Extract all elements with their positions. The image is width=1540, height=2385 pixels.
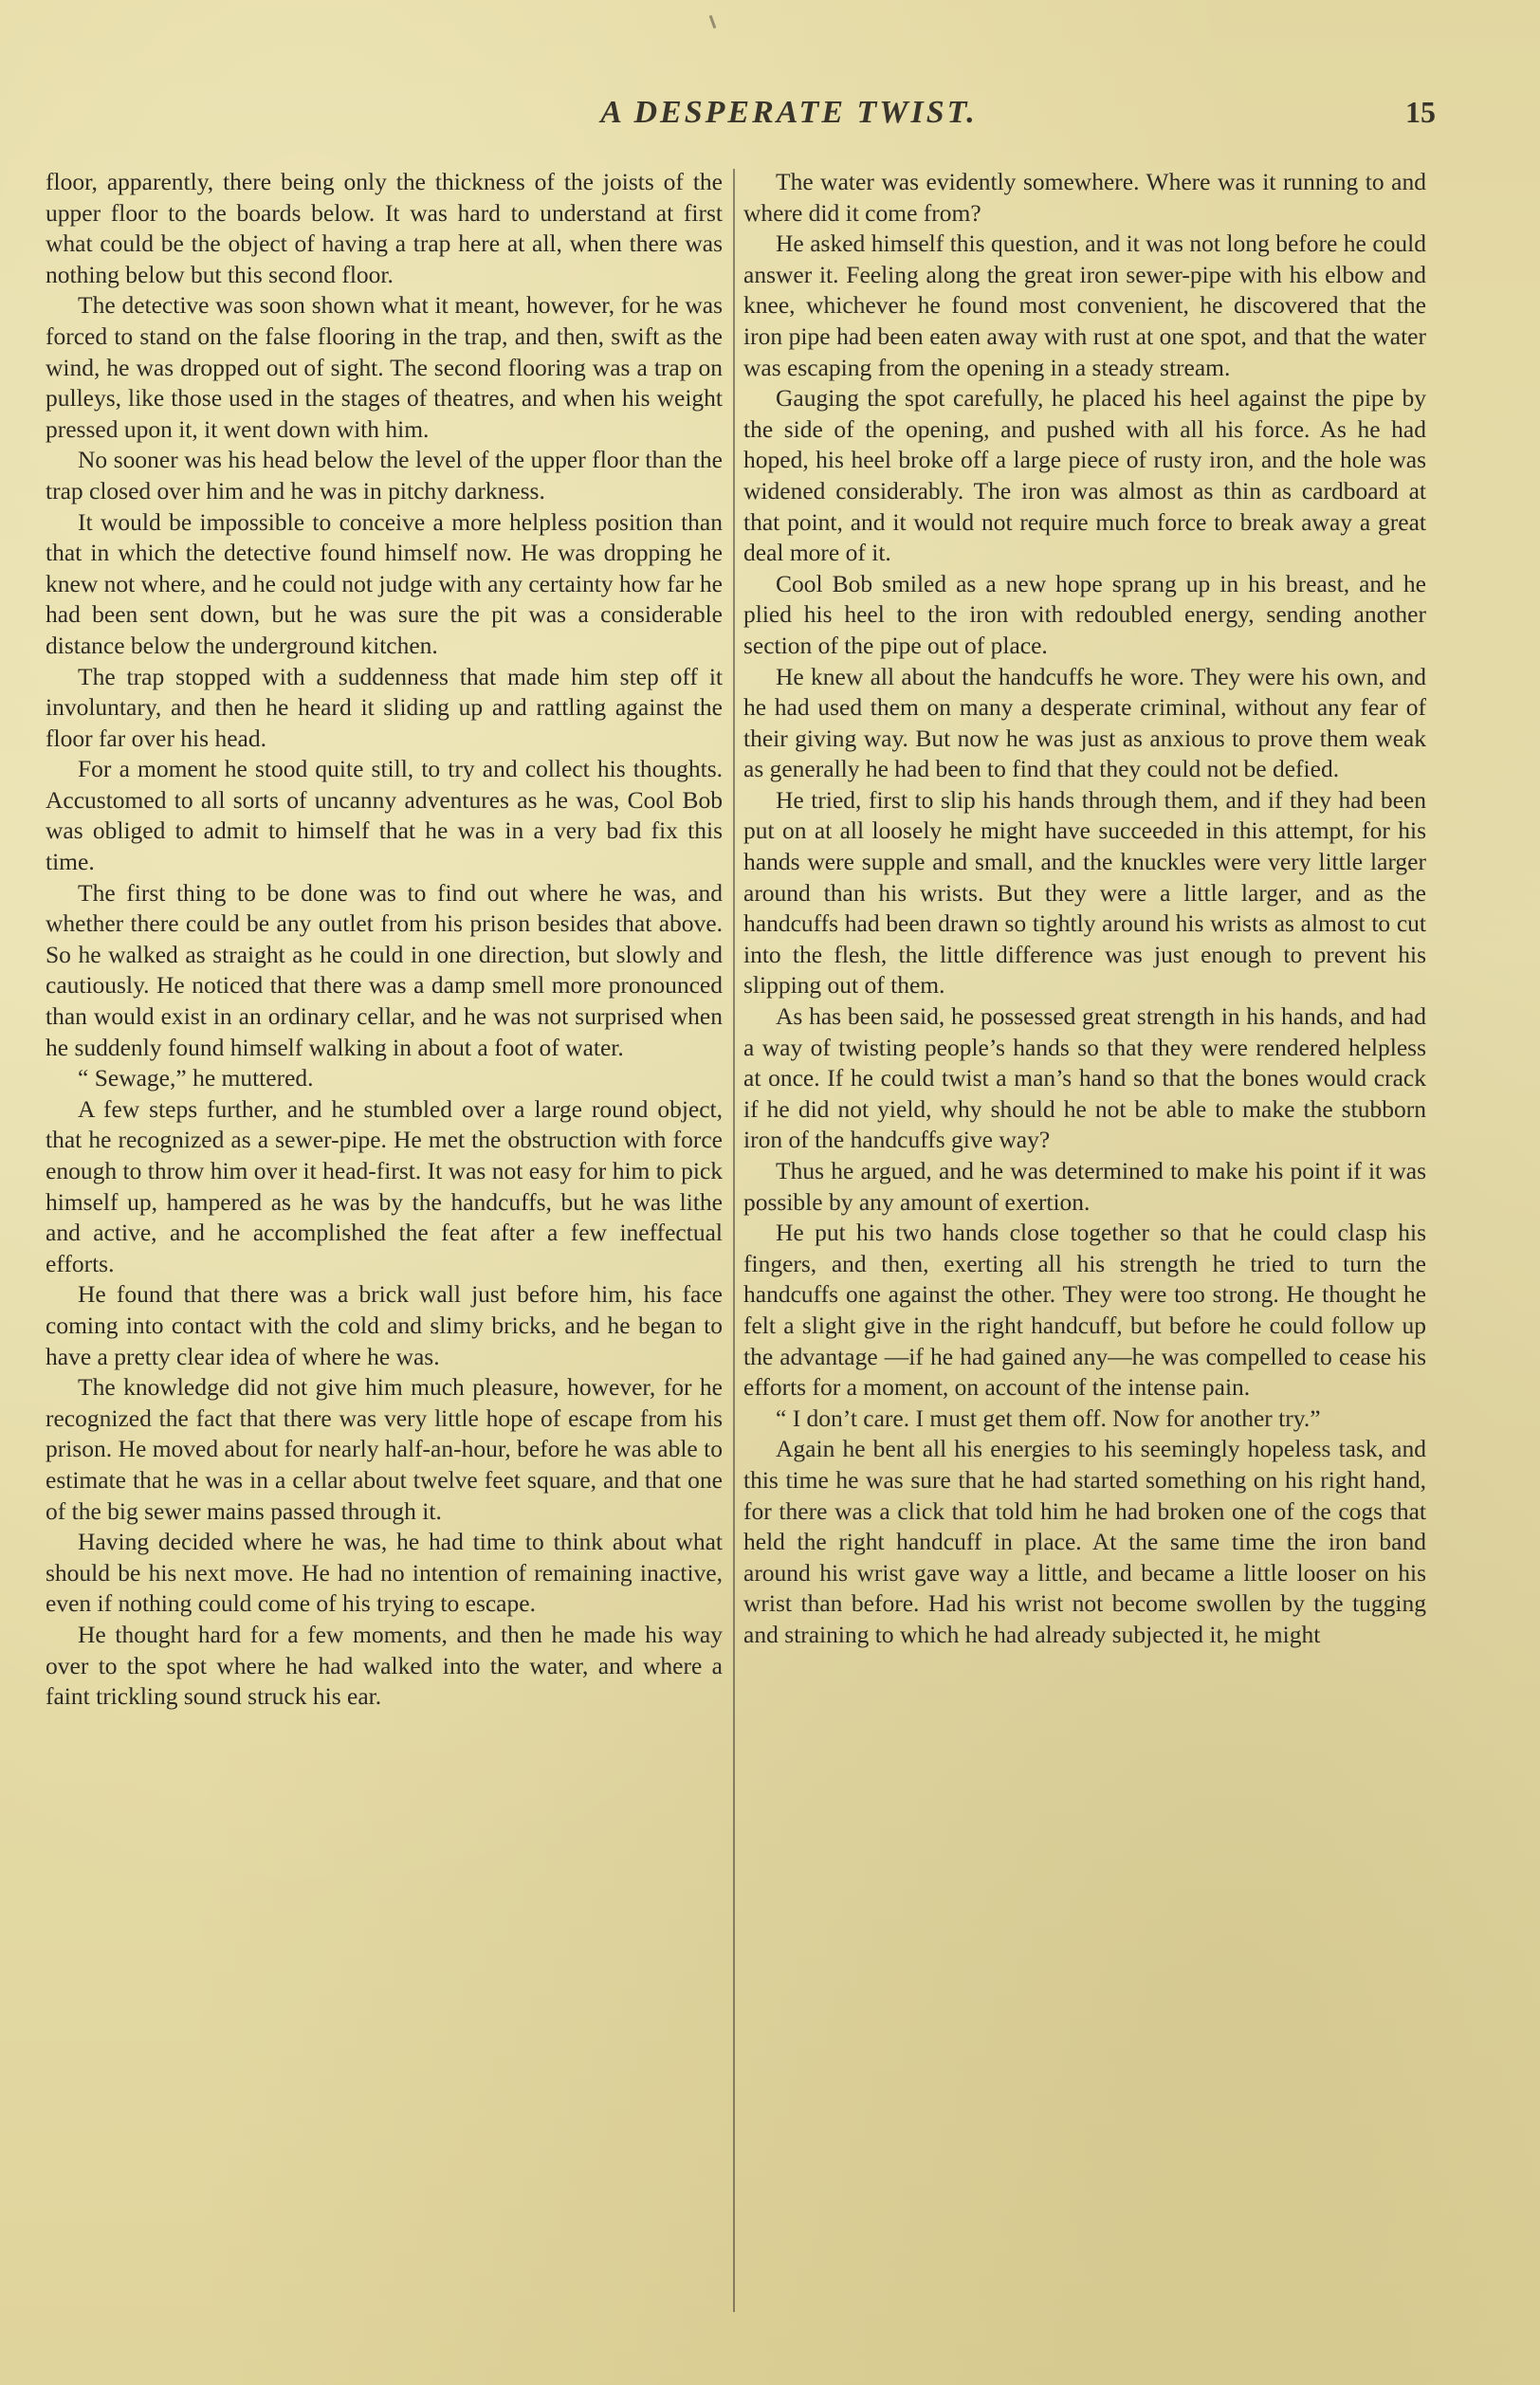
right-column	[743, 167, 1426, 1651]
paragraph: He found that there was a brick wall just before him, his face coming into contact with the cold and slimy bricks, and he began to have a pretty clear idea of where he was.	[46, 1280, 723, 1370]
page-number: 15	[1405, 95, 1436, 129]
paragraph: He put his two hands close together so that he could clasp his fingers, and then, exerting all his strength he tried to turn the handcuffs one against the other. They were too strong. He thought he felt a slight give in the right handcuff, but before he could follow up the advantage —if he had gained any—he was compelled to cease his efforts for a moment, on account of the intense pain.	[743, 1219, 1426, 1402]
paragraph: “ Sewage,” he muttered.	[78, 1064, 314, 1092]
paragraph: As has been said, he possessed great strength in his hands, and had a way of twisting people’s hands so that they were rendered helpless at once. If he could twist a man’s hand so that the bones would crack if he did not yield, why should he not be able to make the stubborn iron of the handcuffs give way?	[743, 1002, 1426, 1154]
paragraph: Having decided where he was, he had time to think about what should be his next move. He had no intention of remaining inactive, even if nothing could come of his trying to escape.	[46, 1528, 723, 1618]
paragraph: “ I don’t care. I must get them off. Now for another try.”	[776, 1403, 1321, 1432]
paragraph: He asked himself this question, and it was not long before he could answer it. Feeling along the great iron sewer-pipe with his elbow and knee, whichever he found most convenient, he discovered that the iron pipe had been eaten away with rust at one spot, and that the water was escaping from the opening in a steady stream.	[743, 229, 1426, 381]
paragraph: floor, apparently, there being only the thickness of the joists of the upper floor to the boards below. It was hard to understand at first what could be the object of having a trap here at all, when there was nothing below but this second floor.	[46, 168, 723, 288]
running-title: A DESPERATE TWIST.	[600, 95, 978, 130]
paragraph: A few steps further, and he stumbled over a large round object, that he recognized as a sewer-pipe. He met the obstruction with force enough to throw him over it head-first. It was not easy for him to pick himself up, hampered as he was by the handcuffs, but he was lithe and active, and he accomplished the feat after a few ineffectual efforts.	[46, 1094, 723, 1277]
column-divider	[733, 169, 735, 2312]
page-header	[0, 95, 1540, 142]
paragraph: The first thing to be done was to find out where he was, and whether there could be any outlet from his prison besides that above. So he walked as straight as he could in one direction, but slowly and cautiously. He noticed that there was a damp smell more pronounced than would exist in an ordinary cellar, and he was not surprised when he suddenly found himself walking in about a foot of water.	[46, 878, 723, 1061]
left-column	[46, 167, 723, 1713]
paragraph: The water was evidently somewhere. Where was it running to and where did it come from?	[743, 168, 1426, 227]
paper-speck	[709, 15, 717, 28]
paragraph: Thus he argued, and he was determined to make his point if it was possible by any amount of exertion.	[743, 1157, 1426, 1216]
paragraph: Gauging the spot carefully, he placed his heel against the pipe by the side of the opening, and pushed with all his force. As he had hoped, his heel broke off a large piece of rusty iron, and the hole was widened considerably. The iron was almost as thin as cardboard at that point, and it would not require much force to break away a great deal more of it.	[743, 384, 1426, 567]
paragraph: The knowledge did not give him much pleasure, however, for he recognized the fact that there was very little hope of escape from his prison. He moved about for nearly half-an-hour, before he was able to estimate that he was in a cellar about twelve feet square, and that one of the big sewer mains passed through it.	[46, 1373, 723, 1525]
paragraph: Cool Bob smiled as a new hope sprang up in his breast, and he plied his heel to the iron with redoubled energy, sending another section of the pipe out of place.	[743, 569, 1426, 659]
paragraph: For a moment he stood quite still, to try and collect his thoughts. Accustomed to all sorts of uncanny adventures as he was, Cool Bob was obliged to admit to himself that he was in a very bad fix this time.	[46, 755, 723, 876]
paragraph: He thought hard for a few moments, and then he made his way over to the spot where he had walked into the water, and where a faint trickling sound struck his ear.	[46, 1620, 723, 1711]
paragraph: It would be impossible to conceive a more helpless position than that in which the detective found himself now. He was dropping he knew not where, and he could not judge with any certainty how far he had been sent down, but he was sure the pit was a considerable distance below the underground kitchen.	[46, 507, 723, 659]
paragraph: He knew all about the handcuffs he wore. They were his own, and he had used them on many a desperate criminal, without any fear of their giving way. But now he was just as anxious to prove them weak as generally he had been to find that they could not be defied.	[743, 662, 1426, 783]
paragraph: Again he bent all his energies to his seemingly hopeless task, and this time he was sure that he had started something on his right hand, for there was a click that told him he had broken one of the cogs that held the right handcuff in place. At the same time the iron band around his wrist gave way a little, and became a little looser on his wrist than before. Had his wrist not become swollen by the tugging and straining to which he had already subjected it, he might	[743, 1435, 1426, 1648]
paragraph: No sooner was his head below the level of the upper floor than the trap closed over him and he was in pitchy darkness.	[46, 446, 723, 505]
paragraph: The trap stopped with a suddenness that made him step off it involuntary, and then he heard it sliding up and rattling against the floor far over his head.	[46, 662, 723, 752]
paragraph: He tried, first to slip his hands through them, and if they had been put on at all loosely he might have succeeded in this attempt, for his hands were supple and small, and the knuckles were very little larger around than his wrists. But they were a little larger, and as the handcuffs had been drawn so tightly around his wrists as almost to cut into the flesh, the little difference was just enough to prevent his slipping out of them.	[743, 785, 1426, 1000]
paragraph: The detective was soon shown what it meant, however, for he was forced to stand on the false flooring in the trap, and then, swift as the wind, he was dropped out of sight. The second flooring was a trap on pulleys, like those used in the stages of theatres, and when his weight pressed upon it, it went down with him.	[46, 291, 723, 443]
